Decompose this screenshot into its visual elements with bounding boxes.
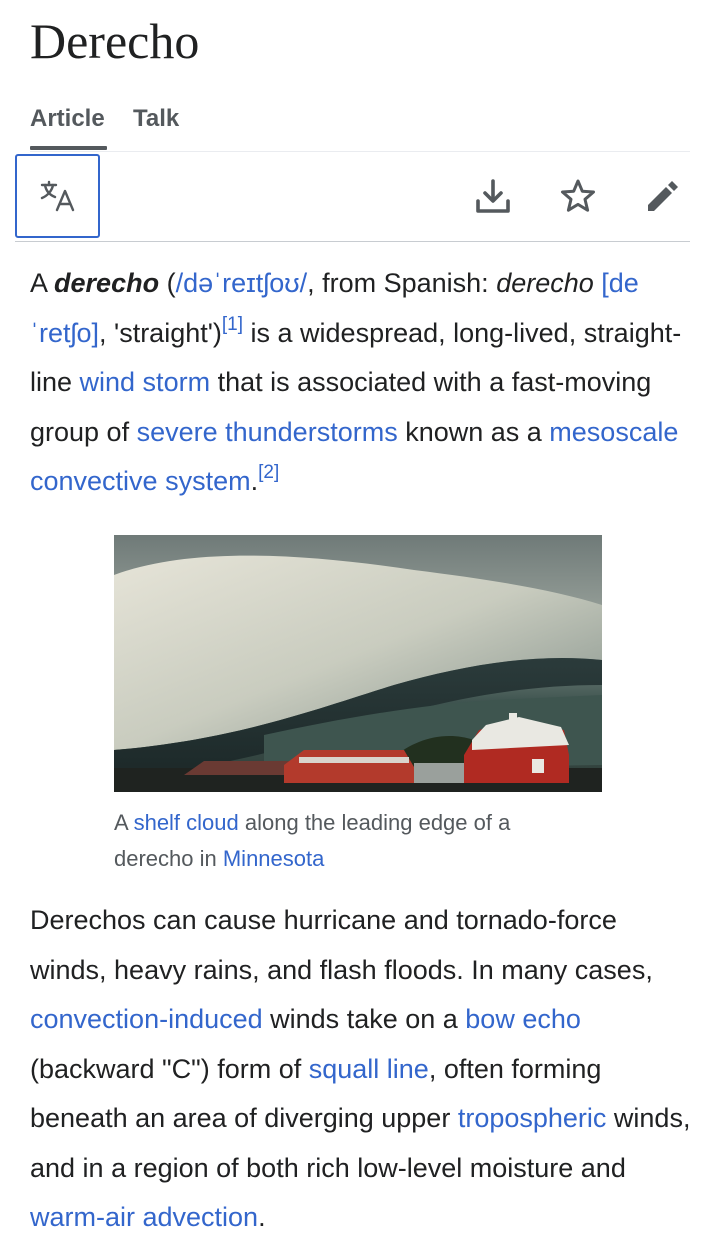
tab-talk[interactable]: Talk xyxy=(133,105,180,132)
text: is a widespread, long-lived, straight-line xyxy=(30,317,682,397)
text: (backward "C") form of xyxy=(30,1053,309,1084)
text: , 'straight') xyxy=(99,317,222,348)
shelf-cloud-link[interactable]: shelf cloud xyxy=(133,810,239,835)
figure-caption xyxy=(114,805,594,877)
edit-button[interactable] xyxy=(643,176,683,216)
star-icon xyxy=(559,178,597,214)
text: ( xyxy=(159,268,176,298)
squall-line-link[interactable]: squall line xyxy=(308,1053,429,1084)
text: , from Spanish: xyxy=(307,268,497,298)
text: A xyxy=(30,268,55,298)
wind-storm-link[interactable]: wind storm xyxy=(79,367,211,397)
text: known as a xyxy=(397,416,550,447)
minnesota-link[interactable]: Minnesota xyxy=(222,846,325,871)
text: A xyxy=(114,810,134,835)
ipa-spanish-link[interactable]: [deˈretʃo] xyxy=(30,268,639,348)
warm-air-advection-link[interactable]: warm-air advection xyxy=(30,1202,259,1232)
active-tab-indicator xyxy=(30,146,107,150)
text: . xyxy=(250,466,259,496)
bold-term: derecho xyxy=(54,268,160,298)
namespace-tabs xyxy=(30,100,690,152)
text: winds, and in a region of both rich low-level moisture and xyxy=(30,1103,691,1183)
download-button[interactable] xyxy=(473,176,513,216)
download-icon xyxy=(475,178,511,214)
shelf-cloud-photo[interactable] xyxy=(114,535,602,792)
watch-button[interactable] xyxy=(558,176,598,216)
severe-thunderstorms-link[interactable]: severe thunderstorms xyxy=(136,416,398,447)
text: Derechos can cause hurricane and tornado-force winds, heavy rains, and flash floods. In many cases, xyxy=(30,905,653,985)
text: winds take on a xyxy=(262,1004,466,1034)
mesoscale-convective-system-link[interactable]: mesoscale convective system xyxy=(30,416,679,496)
page-title: Derecho xyxy=(30,13,200,69)
text: along the leading edge of a derecho in xyxy=(114,810,511,871)
ipa-english-link[interactable]: /dəˈreɪtʃoʊ/ xyxy=(175,268,308,298)
tropospheric-link[interactable]: tropospheric xyxy=(457,1103,607,1133)
translate-icon xyxy=(39,179,77,213)
text: . xyxy=(258,1202,266,1232)
intro-paragraph xyxy=(30,259,695,507)
pencil-icon xyxy=(645,178,681,214)
page-actions-toolbar xyxy=(15,152,690,242)
tab-article[interactable]: Article xyxy=(30,105,105,132)
spanish-word: derecho xyxy=(496,268,594,298)
text: that is associated with a fast-moving group of xyxy=(30,367,652,447)
reference-1-link[interactable]: [1] xyxy=(221,313,244,335)
figure-shelf-cloud xyxy=(114,535,602,877)
language-button[interactable] xyxy=(15,154,100,238)
bow-echo-link[interactable]: bow echo xyxy=(465,1004,581,1034)
reference-2-link[interactable]: [2] xyxy=(258,462,280,483)
body-paragraph xyxy=(30,896,695,1243)
convection-induced-link[interactable]: convection-induced xyxy=(30,1004,263,1034)
text: , often forming beneath an area of diverging upper xyxy=(30,1053,602,1133)
